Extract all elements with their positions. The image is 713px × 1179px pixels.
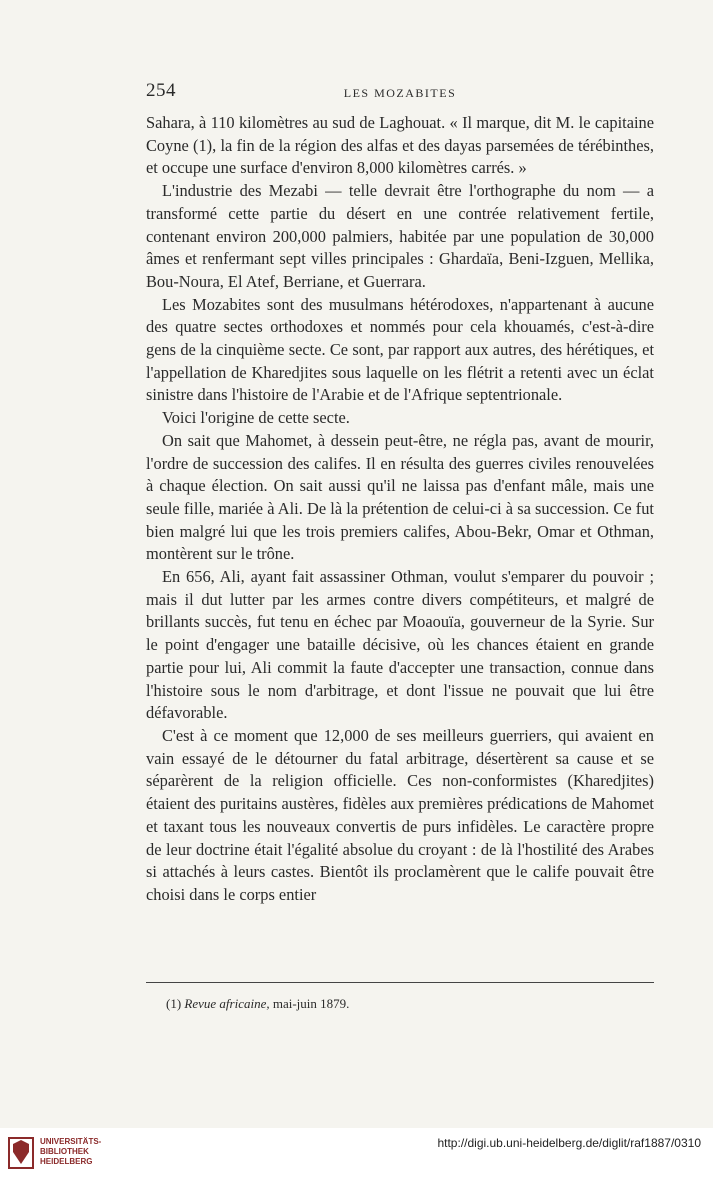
paragraph: En 656, Ali, ayant fait assassiner Othman, voulut s'emparer du pouvoir ; mais il dut lutter par les armes contre divers compétiteurs, et malgré de brillants succès, fut tenu en échec par Moaouïa, gouverneur de la Syrie. Sur le point d'engager une bataille décisive, où les chances étaient en grande partie pour lui, Ali commit la faute d'accepter une transaction, connue dans l'histoire sous le nom d'arbitrage, et dont l'issue ne pouvait que lui être défavorable. — [146, 567, 654, 723]
page-number: 254 — [146, 80, 176, 101]
permalink-url[interactable]: http://digi.ub.uni-heidelberg.de/diglit/raf1887/0310 — [437, 1136, 701, 1150]
paragraph: C'est à ce moment que 12,000 de ses meilleurs guerriers, qui avaient en vain essayé de le détourner du fatal arbitrage, désertèrent sa cause et se séparèrent de la religion officielle. Ces non-conformistes (Kharedjites) étaient des puritains austères, fidèles aux premières prédications de Mahomet et taxant tous les nouveaux convertis de purs infidèles. Le caractère propre de leur doctrine était l'égalité absolue du croyant : de là l'hostilité des Arabes si attachés à leurs castes. Bientôt ils proclamèrent que le calife pouvait être choisi dans le corps entier — [146, 725, 654, 904]
paragraph: On sait que Mahomet, à dessein peut-être, ne régla pas, avant de mourir, l'ordre de succession des califes. Il en résulta des guerres civiles renouvelées à chaque élection. On sait aussi qu'il ne laissa pas d'enfant mâle, mais une seule fille, mariée à Ali. De là la prétention de celui-ci à sa succession. Ce fut bien malgré lui que les trois premiers califes, Abou-Bekr, Omar et Othman, montèrent sur le trône. — [146, 430, 654, 564]
viewer-footer — [0, 1128, 713, 1179]
footnote — [166, 996, 349, 1012]
library-name: UNIVERSITÄTS- BIBLIOTHEK HEIDELBERG — [40, 1137, 102, 1166]
footnote-source: Revue africaine, — [184, 996, 270, 1011]
footnote-rule — [146, 982, 654, 983]
footnote-date: mai-juin 1879. — [272, 996, 350, 1011]
page-header — [146, 80, 654, 108]
paragraph: Voici l'origine de cette secte. — [162, 408, 350, 428]
paragraph: Sahara, à 110 kilomètres au sud de Laghouat. « Il marque, dit M. le capitaine Coyne (1), la fin de la région des alfas et des dayas parsemées de térébinthes, et occupe une surface d'environ 8,000 kilomètres carrés. » — [146, 113, 654, 178]
library-logo-icon — [8, 1136, 34, 1170]
body-text — [146, 112, 654, 907]
paragraph: L'industrie des Mezabi — telle devrait être l'orthographe du nom — a transformé cette partie du désert en une contrée relativement fertile, contenant environ 200,000 palmiers, habitée par une population de 30,000 âmes et renfermant sept villes principales : Ghardaïa, Beni-Izguen, Mellika, Bou-Noura, El Atef, Berriane, et Guerrara. — [146, 181, 654, 291]
paragraph: Les Mozabites sont des musulmans hétérodoxes, n'appartenant à aucune des quatre sectes orthodoxes et nommés pour cela khouamés, c'est-à-dire gens de la cinquième secte. Ce sont, par rapport aux autres, des hérétiques, et l'appellation de Kharedjites sous laquelle on les flétrit a retenti avec un éclat sinistre dans l'histoire de l'Arabie et de l'Afrique septentrionale. — [146, 294, 654, 405]
running-title: LES MOZABITES — [343, 86, 457, 100]
footnote-marker: (1) — [166, 996, 182, 1011]
